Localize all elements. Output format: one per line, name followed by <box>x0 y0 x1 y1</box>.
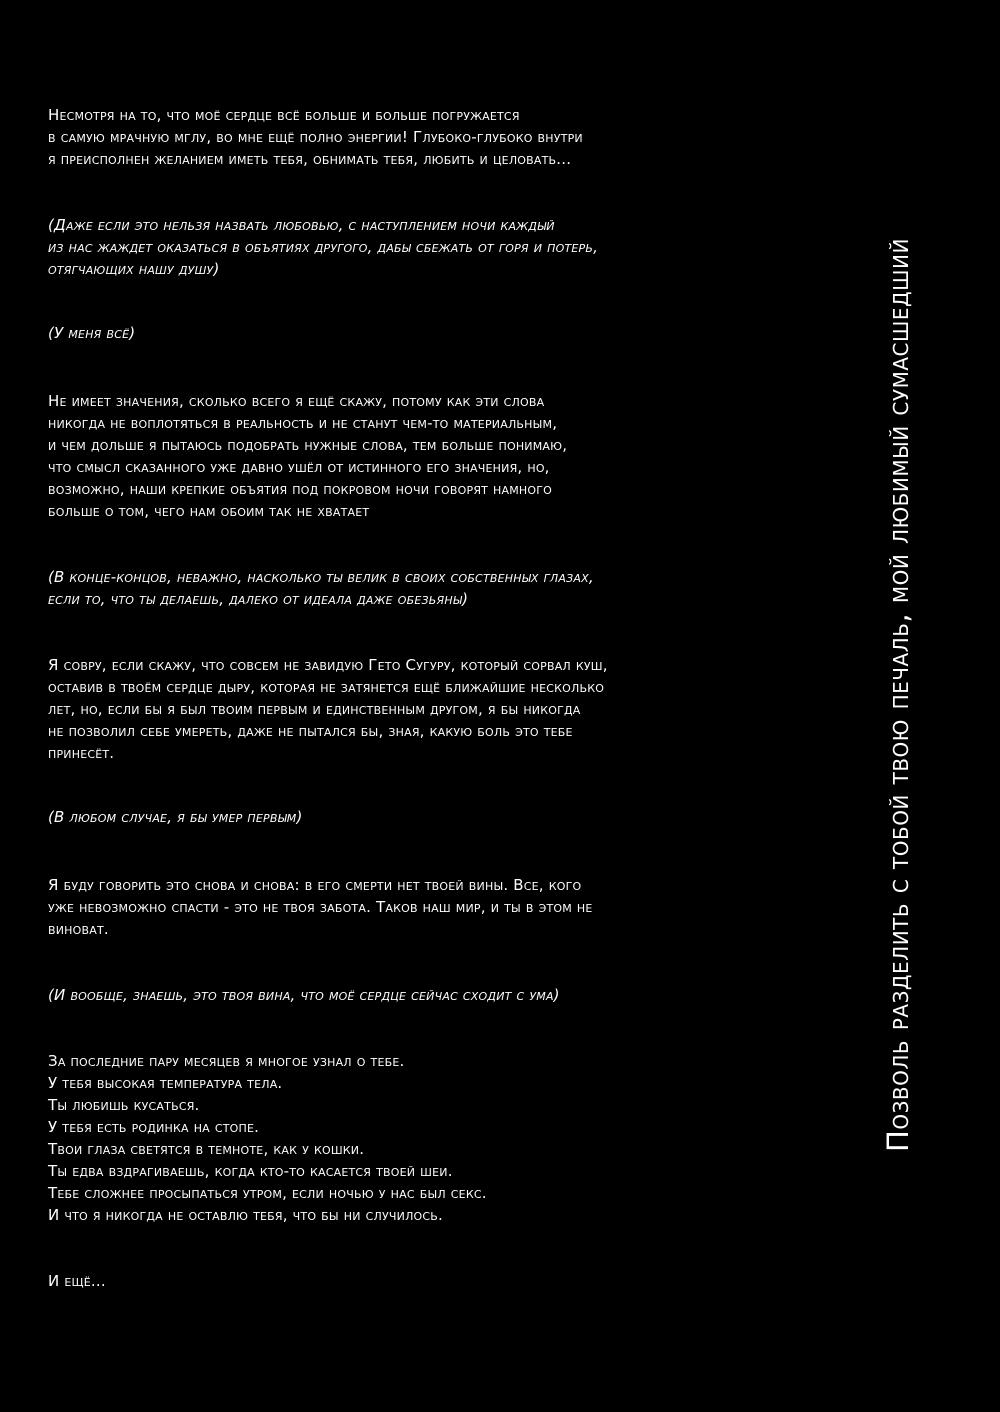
paragraph-2: (Даже если это нельзя назвать любовью, с наступлением ночи каждый из нас жаждет оказаться в объятиях другого, дабы сбежать от горя и потерь, отягчающих нашу душу) <box>48 216 599 278</box>
paragraph-1: Несмотря на то, что моё сердце всё больше и больше погружается в самую мрачную мглу, во мне ещё полно энергии! Глубоко-глубоко внутри я преисполнен желанием иметь тебя, обнимать тебя, любить и целовать... <box>48 106 583 168</box>
paragraph-7: (В любом случае, я бы умер первым) <box>48 808 303 826</box>
paragraph-8: Я буду говорить это снова и снова: в его смерти нет твоей вины. Все, кого уже невозможно спасти - это не твоя забота. Таков наш мир, и ты в этом не виноват. <box>48 876 593 938</box>
paragraph-10: За последние пару месяцев я многое узнал о тебе. У тебя высокая температура тела. Ты любишь кусаться. У тебя есть родинка на стопе. Твои глаза светятся в темноте, как у кошки. Ты едва вздрагиваешь, когда кто-то касается твоей шеи. Тебе сложнее просыпаться утром, если ночью у нас был секс. И что я никогда не оставлю тебя, что бы ни случилось. <box>48 1052 487 1224</box>
paragraph-11: И ещё... <box>48 1272 106 1290</box>
paragraph-4: Не имеет значения, сколько всего я ещё скажу, потому как эти слова никогда не воплотяться в реальность и не станут чем-то материальным, и чем дольше я пытаюсь подобрать нужные слова, тем больше понимаю, что смысл сказанного уже давно ушёл от истинного его значения, но, возможно, наши крепкие объятия под покровом ночи говорят намного больше о том, чего нам обоим так не хватает <box>48 392 568 520</box>
paragraph-5: (В конце-концов, неважно, насколько ты велик в своих собственных глазах, если то, что ты делаешь, далеко от идеала даже обезьяны) <box>48 568 594 608</box>
paragraph-3: (У меня всё) <box>48 324 136 342</box>
vertical-title <box>868 90 928 1300</box>
vertical-title-text: Позволь разделить с тобой твою печаль, мой любимый сумасшедший <box>881 238 915 1152</box>
paragraph-9: (И вообще, знаешь, это твоя вина, что моё сердце сейчас сходит с ума) <box>48 986 560 1004</box>
paragraph-6: Я совру, если скажу, что совсем не завидую Гето Сугуру, который сорвал куш, оставив в твоём сердце дыру, которая не затянется ещё ближайшие несколько лет, но, если бы я был твоим первым и единственным другом, я бы никогда не позволил себе умереть, даже не пытался бы, зная, какую боль это тебе принесёт. <box>48 656 608 762</box>
